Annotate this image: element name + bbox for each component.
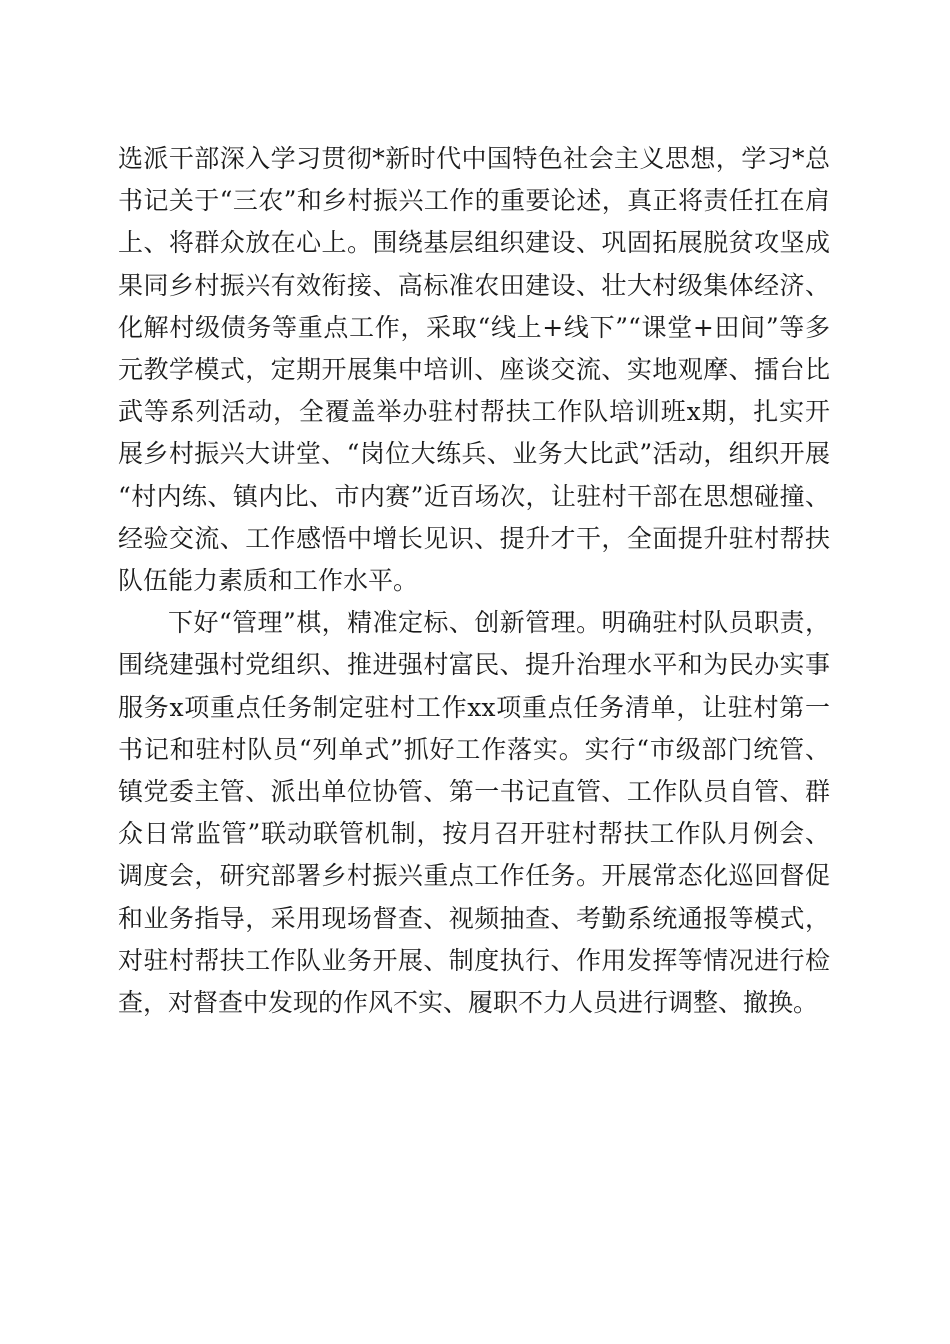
document-body <box>118 138 830 1024</box>
paragraph-management: 下好“管理”棋，精准定标、创新管理。明确驻村队员职责，围绕建强村党组织、推进强村富民、提升治理水平和为民办实事服务x项重点任务制定驻村工作xx项重点任务清单，让驻村第一书记和驻村队员“列单式”抓好工作落实。实行“市级部门统管、镇党委主管、派出单位协管、第一书记直管、工作队员自管、群众日常监管”联动联管机制，按月召开驻村帮扶工作队月例会、调度会，研究部署乡村振兴重点工作任务。开展常态化巡回督促和业务指导，采用现场督查、视频抽查、考勤系统通报等模式，对驻村帮扶工作队业务开展、制度执行、作用发挥等情况进行检查，对督查中发现的作风不实、履职不力人员进行调整、撤换。 <box>118 608 830 1018</box>
paragraph-training: 选派干部深入学习贯彻*新时代中国特色社会主义思想，学习*总书记关于“三农”和乡村振兴工作的重要论述，真正将责任扛在肩上、将群众放在心上。围绕基层组织建设、巩固拓展脱贫攻坚成果同乡村振兴有效衔接、高标准农田建设、壮大村级集体经济、化解村级债务等重点工作，采取“线上+线下”“课堂+田间”等多元教学模式，定期开展集中培训、座谈交流、实地观摩、擂台比武等系列活动，全覆盖举办驻村帮扶工作队培训班x期，扎实开展乡村振兴大讲堂、“岗位大练兵、业务大比武”活动，组织开展“村内练、镇内比、市内赛”近百场次，让驻村干部在思想碰撞、经验交流、工作感悟中增长见识、提升才干，全面提升驻村帮扶队伍能力素质和工作水平。 <box>118 144 830 596</box>
